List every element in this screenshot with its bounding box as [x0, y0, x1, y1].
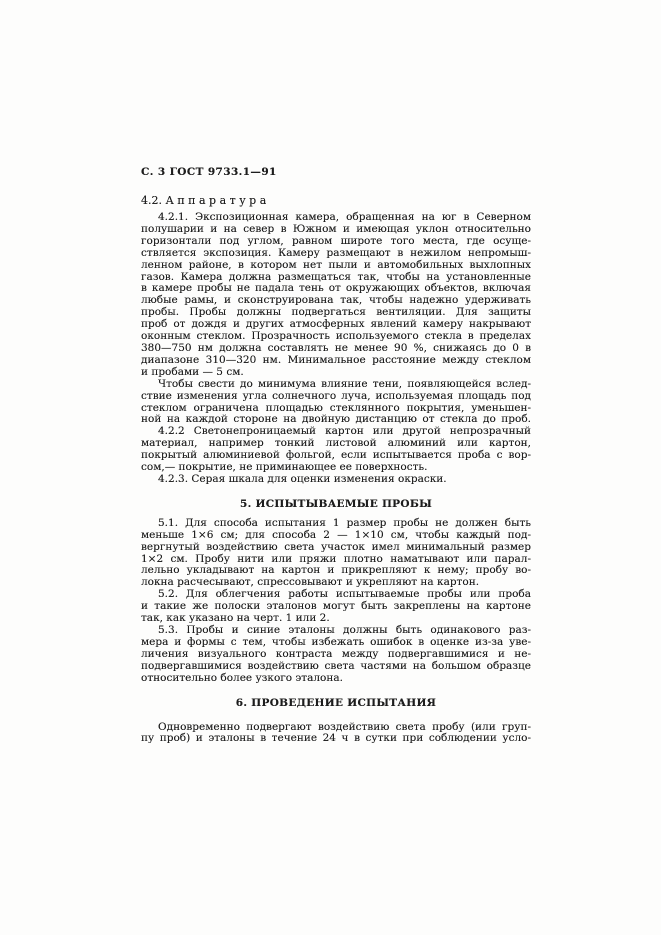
- text-line: сом,— покрытие, не приминающее ее поверхность.: [141, 461, 428, 474]
- text-line: полушарии и на север в Южном и имеющая уклон относительно: [141, 222, 531, 235]
- text-line: и такие же полоски эталонов могут быть закреплены на картоне: [141, 600, 531, 613]
- text-line: 5.3. Пробы и синие эталоны должны быть одинакового раз-: [158, 624, 531, 636]
- text-line: пробы. Пробы должны подвергаться вентиляции. Для защиты: [141, 306, 531, 319]
- text-line: 4.2.1. Экспозиционная камера, обращенная на юг в Северном: [158, 211, 531, 223]
- section-heading-5: 5. ИСПЫТЫВАЕМЫЕ ПРОБЫ: [239, 497, 433, 510]
- paragraph-6-intro: [141, 722, 531, 746]
- text-line: локна расчесывают, спрессовывают и укрепляют на картон.: [141, 576, 480, 589]
- text-line: материал, например тонкий листовой алюминий или картон,: [141, 437, 531, 450]
- paragraph-5-2: [141, 589, 531, 625]
- text-line: любые рамы, и сконструирована так, чтобы надежно удерживать: [141, 294, 531, 307]
- text-line: пу проб) и эталоны в течение 24 ч в сутки при соблюдении усло-: [141, 732, 531, 745]
- text-line: 380—750 нм должна составлять не менее 90 %, снижаясь до 0 в: [141, 341, 531, 354]
- text-line: стеклом ограничена площадью стеклянного покрытия, уменьшен-: [141, 401, 531, 414]
- text-line: относительно более узкого эталона.: [141, 671, 343, 684]
- subsection-title-4-2: 4.2. А п п а р а т у р а: [141, 194, 267, 207]
- text-line: подвергавшимися воздействию света частями на большом образце: [141, 659, 531, 672]
- text-line: Одновременно подвергают воздействию света пробу (или груп-: [158, 720, 531, 733]
- text-line: оконным стеклом. Прозрачность используемого стекла в пределах: [141, 330, 531, 343]
- text-line: мера и формы с тем, чтобы избежать ошибок в оценке из-за уве-: [141, 635, 531, 648]
- text-line: 5.1. Для способа испытания 1 размер пробы не должен быть: [158, 516, 531, 529]
- text-line: ленном районе, в котором нет пыли и автомобильных выхлопных: [141, 258, 531, 271]
- paragraph-shadow-note: [141, 379, 531, 427]
- text-line: проб от дождя и других атмосферных явлений камеру накрывают: [141, 318, 531, 331]
- text-line: в камере пробы не падала тень от окружающих объектов, включая: [141, 282, 531, 295]
- text-line: покрытый алюминиевой фольгой, если испытывается проба с вор-: [141, 449, 531, 462]
- text-line: 4.2.2 Светонепроницаемый картон или другой непрозрачный: [158, 425, 531, 438]
- text-line: диапазоне 310—320 нм. Минимальное расстояние между стеклом: [141, 353, 531, 366]
- text-line: ной на каждой стороне на двойную дистанцию от стекла до проб.: [141, 413, 531, 426]
- text-line: и пробами — 5 см.: [141, 365, 244, 378]
- paragraph-5-3: [141, 625, 531, 685]
- paragraph-4-2-2: [141, 426, 531, 474]
- paragraph-5-1: [141, 518, 531, 589]
- text-line: 5.2. Для облегчения работы испытываемые пробы или проба: [158, 588, 531, 601]
- text-line: 1×2 см. Пробу нити или пряжи плотно наматывают или парал-: [141, 552, 531, 565]
- text-column: [141, 166, 531, 745]
- text-line: личения визуального контраста между подвергавшимися и не-: [141, 647, 531, 660]
- text-line: лельно укладывают на картон и прикрепляют к нему; пробу во-: [141, 564, 531, 577]
- text-line: так, как указано на черт. 1 или 2.: [141, 612, 330, 625]
- text-line: ствие изменения угла солнечного луча, используемая площадь под: [141, 389, 531, 402]
- text-line: горизонтали под углом, равном широте того места, где осуще-: [141, 234, 531, 247]
- text-line: вергнутый воздействию света участок имел минимальный размер: [141, 540, 531, 553]
- text-line: газов. Камера должна размещаться так, чтобы на установленные: [141, 270, 531, 283]
- text-line: 4.2.3. Серая шкала для оценки изменения окраски.: [158, 472, 447, 485]
- text-line: меньше 1×6 см; для способа 2 — 1×10 см, чтобы каждый под-: [141, 528, 531, 541]
- paragraph-4-2-3: [141, 474, 531, 486]
- paragraph-4-2-1: [141, 212, 531, 379]
- running-header: С. 3 ГОСТ 9733.1—91: [141, 166, 277, 178]
- text-line: Чтобы свести до минимума влияние тени, появляющейся вслед-: [158, 377, 531, 390]
- text-line: ствляется экспозиция. Камеру размещают в нежилом непромыш-: [141, 246, 531, 259]
- section-heading-6: 6. ПРОВЕДЕНИЕ ИСПЫТАНИЯ: [235, 696, 437, 709]
